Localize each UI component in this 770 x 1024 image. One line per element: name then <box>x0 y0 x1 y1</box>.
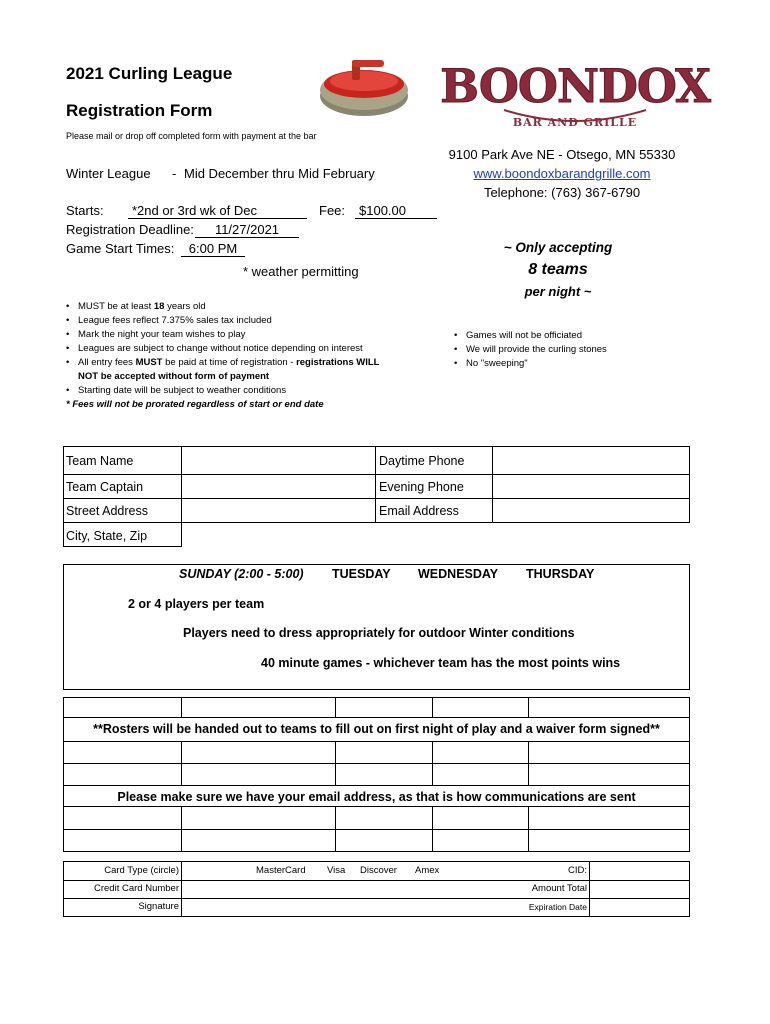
prorate-note: * Fees will not be prorated regardless of start or end date <box>66 399 324 410</box>
city-state-zip-label: City, State, Zip <box>66 529 148 543</box>
starts-value: *2nd or 3rd wk of Dec <box>128 203 307 219</box>
card-discover[interactable]: Discover <box>360 865 397 876</box>
card-mastercard[interactable]: MasterCard <box>256 865 306 876</box>
svg-text:BAR AND GRILLE: BAR AND GRILLE <box>512 116 638 129</box>
night-thursday[interactable]: THURSDAY <box>526 567 595 581</box>
team-captain-field[interactable] <box>182 475 375 498</box>
evening-phone-label: Evening Phone <box>379 480 464 494</box>
promo-line1: ~ Only accepting <box>503 240 613 255</box>
form-title-line1: 2021 Curling League <box>66 64 233 83</box>
fee-value: $100.00 <box>355 203 437 219</box>
rule-item: • Leagues are subject to change without notice depending on interest <box>66 342 379 356</box>
team-captain-label: Team Captain <box>66 480 144 494</box>
email-note: Please make sure we have your email address, as that is how communications are sent <box>117 790 636 804</box>
rule-item: • Mark the night your team wishes to play <box>66 328 379 342</box>
rosters-note: **Rosters will be handed out to teams to fill out on first night of play and a waiver form signed** <box>93 722 660 736</box>
night-wednesday[interactable]: WEDNESDAY <box>418 567 499 581</box>
evening-phone-field[interactable] <box>493 475 689 498</box>
game-start-label: Game Start Times: <box>66 241 175 256</box>
mail-note: Please mail or drop off completed form with payment at the bar <box>66 131 317 141</box>
deadline-label: Registration Deadline: <box>66 222 194 237</box>
rule-item: • Games will not be officiated <box>454 329 607 343</box>
night-sunday[interactable]: SUNDAY (2:00 - 5:00) <box>179 567 304 581</box>
daytime-phone-label: Daytime Phone <box>379 454 465 468</box>
card-visa[interactable]: Visa <box>327 865 346 876</box>
signature-label: Signature <box>138 901 179 912</box>
form-title-line2: Registration Form <box>66 101 213 120</box>
email-address-field[interactable] <box>493 499 689 522</box>
expiration-date-field[interactable] <box>590 899 689 916</box>
website-link[interactable]: www.boondoxbarandgrille.com <box>473 166 651 181</box>
daytime-phone-field[interactable] <box>493 447 689 474</box>
players-note: 2 or 4 players per team <box>128 597 265 611</box>
rules-left-list <box>66 300 379 398</box>
rules-right-list <box>454 329 607 371</box>
league-dash: - <box>172 166 177 181</box>
amount-total-label: Amount Total <box>531 883 587 894</box>
league-name: Winter League <box>66 166 151 181</box>
boondox-logo <box>440 54 710 138</box>
promo-line2: 8 teams <box>528 261 588 278</box>
rule-item: • MUST be at least 18 years old <box>66 300 379 314</box>
game-start-value: 6:00 PM <box>181 241 245 257</box>
fee-label: Fee: <box>319 203 346 218</box>
league-period: Mid December thru Mid February <box>184 166 375 181</box>
rule-item: • Starting date will be subject to weather conditions <box>66 384 379 398</box>
cid-label: CID: <box>568 865 587 876</box>
card-type-label: Card Type (circle) <box>104 865 179 876</box>
dress-note: Players need to dress appropriately for outdoor Winter conditions <box>183 626 575 640</box>
rule-item: • We will provide the curling stones <box>454 343 607 357</box>
city-state-zip-field[interactable] <box>182 523 375 546</box>
team-name-label: Team Name <box>66 454 134 468</box>
rule-item: • League fees reflect 7.375% sales tax included <box>66 314 379 328</box>
credit-card-number-label: Credit Card Number <box>94 883 179 894</box>
street-address-label: Street Address <box>66 504 148 518</box>
svg-text:BOONDOX: BOONDOX <box>440 59 710 113</box>
night-tuesday[interactable]: TUESDAY <box>332 567 391 581</box>
rule-item: • No "sweeping" <box>454 357 607 371</box>
team-name-field[interactable] <box>182 447 375 474</box>
expiration-date-label: Expiration Date <box>528 902 587 912</box>
telephone: Telephone: (763) 367-6790 <box>483 185 641 200</box>
weather-note: * weather permitting <box>243 264 359 279</box>
games-note: 40 minute games - whichever team has the most points wins <box>261 656 621 670</box>
curling-stone-icon <box>318 54 410 120</box>
address: 9100 Park Ave NE - Otsego, MN 55330 <box>448 147 676 162</box>
promo-line3: per night ~ <box>524 284 592 299</box>
street-address-field[interactable] <box>182 499 375 522</box>
starts-label: Starts: <box>66 203 104 218</box>
rule-item: • All entry fees MUST be paid at time of registration - registrations WILL NOT be accepted without form of payment <box>66 356 379 384</box>
amount-total-field[interactable] <box>590 881 689 898</box>
card-amex[interactable]: Amex <box>415 865 440 876</box>
email-address-label: Email Address <box>379 504 459 518</box>
deadline-value: 11/27/2021 <box>195 222 299 238</box>
cid-field[interactable] <box>590 862 689 880</box>
